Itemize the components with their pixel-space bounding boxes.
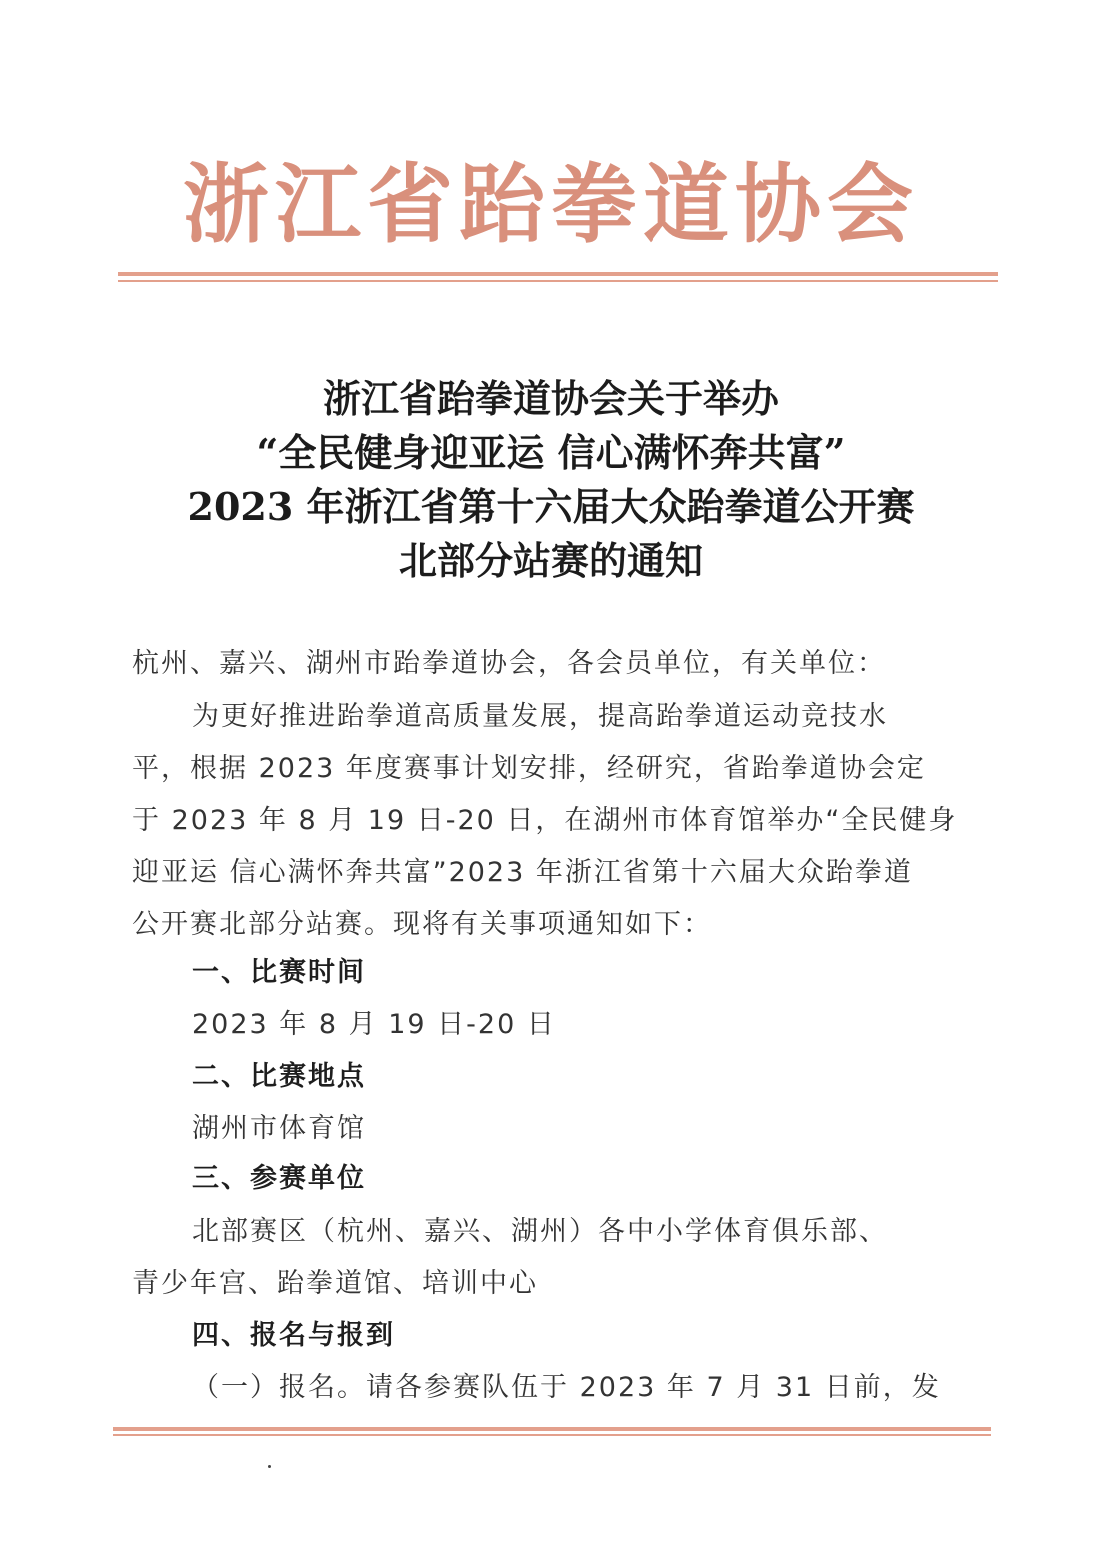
scan-speck: [268, 1465, 271, 1468]
notice-title-line-2: “全民健身迎亚运 信心满怀奔共富”: [256, 430, 846, 475]
masthead-rule-thin: [118, 280, 998, 282]
masthead-rule-thick: [118, 272, 998, 276]
intro-line-3: 于 2023 年 8 月 19 日-20 日，在湖州市体育馆举办“全民健身: [132, 805, 958, 836]
section-venue-line: 湖州市体育馆: [192, 1113, 366, 1144]
notice-title-line-4: 北部分站赛的通知: [398, 538, 703, 583]
notice-title: [0, 372, 1102, 588]
intro-line-5: 公开赛北部分站赛。现将有关事项通知如下：: [132, 909, 712, 940]
section-time-line: 2023 年 8 月 19 日-20 日: [192, 1009, 556, 1040]
intro-line-1: 为更好推进跆拳道高质量发展，提高跆拳道运动竞技水: [192, 701, 888, 732]
section-heading-participants: 三、参赛单位: [192, 1163, 366, 1194]
section-participants-line-1: 北部赛区（杭州、嘉兴、湖州）各中小学体育俱乐部、: [192, 1216, 888, 1247]
footer-rule-thick: [113, 1427, 991, 1431]
section-registration-line: （一）报名。请各参赛队伍于 2023 年 7 月 31 日前，发: [192, 1372, 941, 1403]
section-participants-line-2: 青少年宫、跆拳道馆、培训中心: [132, 1268, 538, 1299]
masthead-title: 浙江省跆拳道协会: [183, 154, 919, 255]
section-heading-venue: 二、比赛地点: [192, 1061, 366, 1092]
section-heading-registration: 四、报名与报到: [192, 1320, 395, 1351]
intro-line-4: 迎亚运 信心满怀奔共富”2023 年浙江省第十六届大众跆拳道: [132, 857, 913, 888]
notice-title-line-3: 2023 年浙江省第十六届大众跆拳道公开赛: [187, 484, 915, 529]
intro-line-2: 平，根据 2023 年度赛事计划安排，经研究，省跆拳道协会定: [132, 753, 926, 784]
section-heading-time: 一、比赛时间: [192, 957, 366, 988]
notice-title-line-1: 浙江省跆拳道协会关于举办: [322, 376, 779, 421]
addressee-line: 杭州、嘉兴、湖州市跆拳道协会，各会员单位，有关单位：: [132, 648, 886, 679]
footer-rule-thin: [113, 1434, 991, 1436]
